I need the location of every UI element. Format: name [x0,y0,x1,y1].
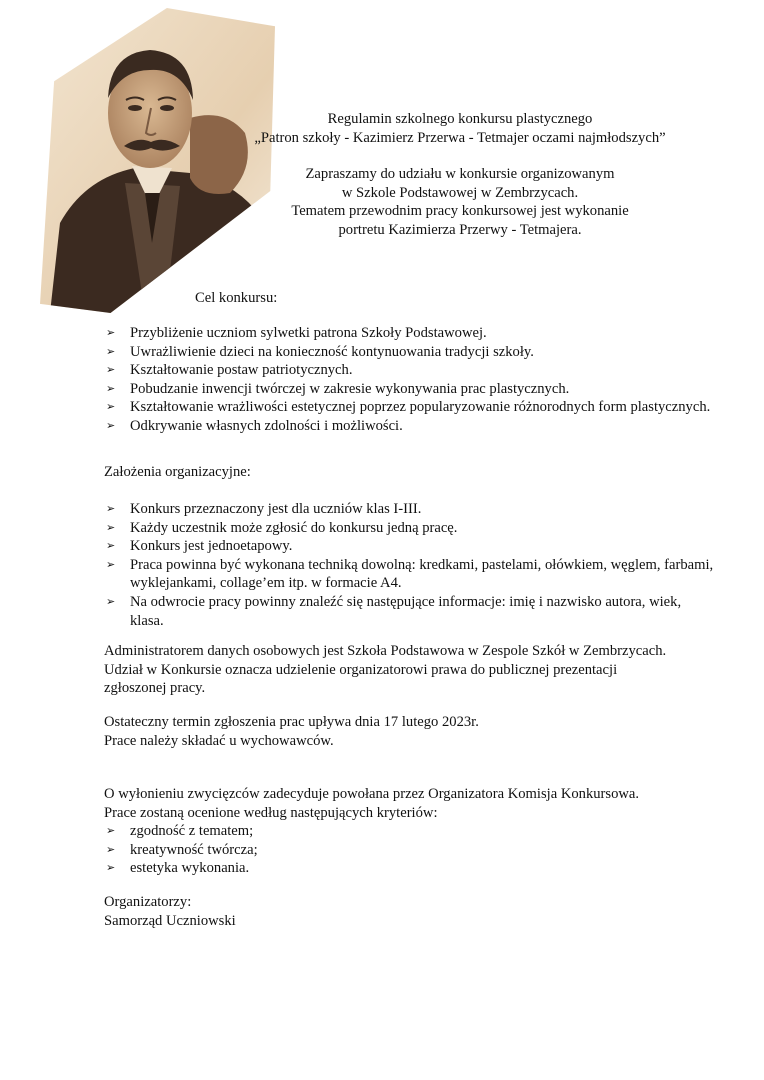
portrait-illustration [40,8,278,313]
deadline-paragraph [104,713,714,750]
list-item-text: estetyka wykonania. [130,860,250,877]
goals-heading: Cel konkursu: [195,290,278,306]
organizers-heading: Organizatorzy: [104,894,192,910]
list-item [104,556,714,593]
goals-list [104,324,714,436]
arrow-bullet-icon: ➢ [106,418,116,432]
arrow-bullet-icon: ➢ [106,326,116,339]
goals-section [104,324,714,436]
patron-portrait-image [40,8,278,313]
admin-line-2: Udział w Konkursie oznacza udzielenie organizatorowi prawa do publicznej prezentacji zgłoszonej pracy. [104,661,618,697]
assumptions-heading: Założenia organizacyjne: [104,464,251,480]
list-item-text: kreatywność twórcza; [130,841,258,858]
list-item-text: Na odwrocie pracy powinny znaleźć się następujące informacje: imię i nazwisko autora, wiek, klasa. [130,593,682,629]
list-item-text: Przybliżenie uczniom sylwetki patrona Szkoły Podstawowej. [130,325,487,341]
judging-line-2: Prace zostaną ocenione według następujących kryteriów: [104,804,438,821]
list-item [104,859,714,878]
list-item [104,593,714,630]
list-item-text: Kształtowanie postaw patriotycznych. [130,362,353,379]
list-item [104,417,714,436]
criteria-list [104,822,714,878]
judging-line-1: O wyłonieniu zwycięzców zadecyduje powołana przez Organizatora Komisja Konkursowa. [104,786,640,802]
intro-line-3: Tematem przewodnim pracy konkursowej jest wykonanie [291,203,629,220]
arrow-bullet-icon: ➢ [106,842,116,856]
document-title [210,110,710,147]
list-item-text: Każdy uczestnik może zgłosić do konkursu jedną pracę. [130,519,458,536]
judging-paragraph [104,785,714,878]
arrow-bullet-icon: ➢ [106,557,116,571]
list-item-text: Odkrywanie własnych zdolności i możliwości. [130,417,403,434]
list-item [104,398,714,417]
list-item [104,324,714,343]
list-item-text: Konkurs jest jednoetapowy. [130,538,293,555]
deadline-line-2: Prace należy składać u wychowawców. [104,732,334,749]
arrow-bullet-icon: ➢ [106,363,116,377]
intro-line-4: portretu Kazimierza Przerwy - Tetmajera. [338,221,582,238]
list-item [104,500,714,519]
list-item [104,519,714,538]
list-item-text: Praca powinna być wykonana techniką dowolną: kredkami, pastelami, ołówkiem, węglem, farbami, wyklejankami, collage’em itp. w formacie A4. [130,556,714,592]
arrow-bullet-icon: ➢ [106,520,116,534]
arrow-bullet-icon: ➢ [106,594,116,608]
list-item [104,343,714,362]
title-line-2: „Patron szkoły - Kazimierz Przerwa - Tetmajer oczami najmłodszych” [254,129,666,146]
intro-line-1: Zapraszamy do udziału w konkursie organizowanym [305,166,615,182]
arrow-bullet-icon: ➢ [106,861,116,875]
list-item-text: zgodność z tematem; [130,823,254,840]
list-item-text: Konkurs przeznaczony jest dla uczniów klas I-III. [130,501,422,517]
arrow-bullet-icon: ➢ [106,824,116,838]
assumptions-list [104,500,714,630]
admin-paragraph [104,642,714,698]
intro-paragraph [210,165,710,239]
list-item-text: Uwrażliwienie dzieci na konieczność kontynuowania tradycji szkoły. [130,343,534,360]
arrow-bullet-icon: ➢ [106,400,116,414]
arrow-bullet-icon: ➢ [106,539,116,553]
deadline-line-1: Ostateczny termin zgłoszenia prac upływa dnia 17 lutego 2023r. [104,714,479,730]
list-item [104,822,714,841]
arrow-bullet-icon: ➢ [106,344,116,358]
intro-line-2: w Szkole Podstawowej w Zembrzycach. [341,184,579,201]
list-item-text: Kształtowanie wrażliwości estetycznej poprzez popularyzowanie różnorodnych form plastycznych. [130,399,711,416]
list-item [104,380,714,399]
organizers-block [104,893,714,930]
assumptions-section [104,500,714,630]
list-item-text: Pobudzanie inwencji twórczej w zakresie wykonywania prac plastycznych. [130,380,570,397]
admin-line-1: Administratorem danych osobowych jest Szkoła Podstawowa w Zespole Szkół w Zembrzycach. [104,643,667,659]
organizers-name: Samorząd Uczniowski [104,912,236,929]
list-item [104,361,714,380]
arrow-bullet-icon: ➢ [106,502,116,515]
list-item [104,537,714,556]
title-line-1: Regulamin szkolnego konkursu plastycznego [327,111,593,127]
arrow-bullet-icon: ➢ [106,381,116,395]
list-item [104,841,714,860]
